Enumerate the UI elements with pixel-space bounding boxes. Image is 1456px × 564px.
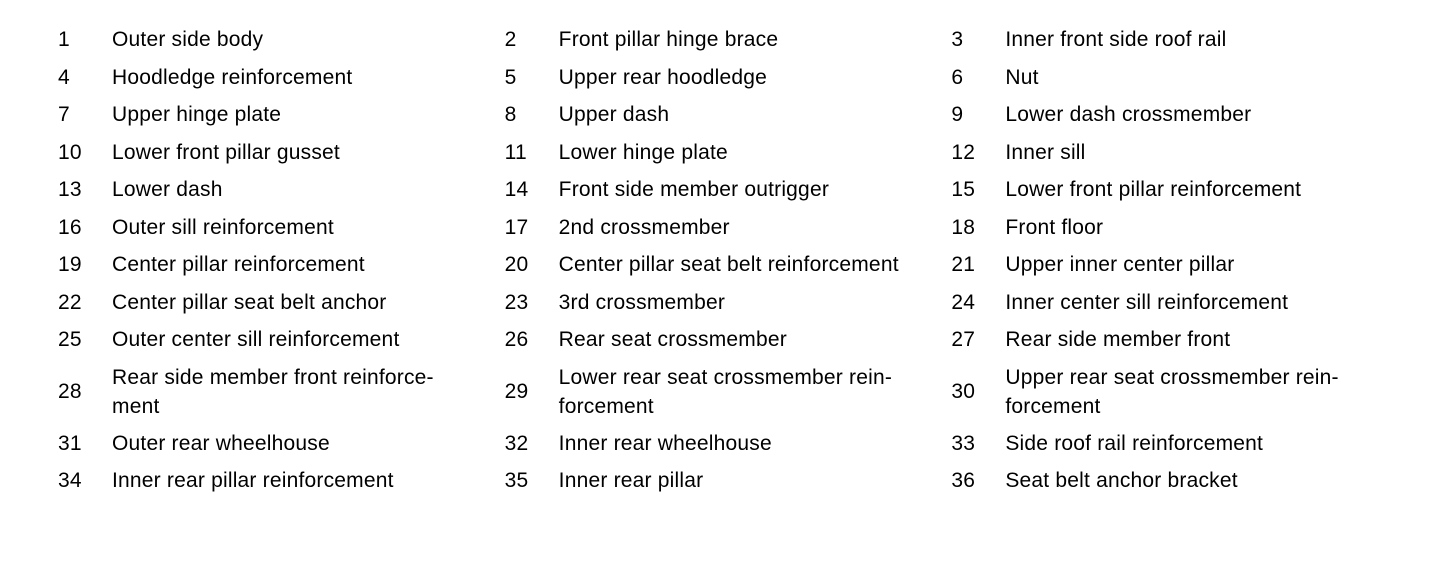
legend-row xyxy=(58,425,1398,463)
item-number: 29 xyxy=(504,380,529,403)
item-number: 24 xyxy=(951,290,976,314)
legend-item xyxy=(951,466,1398,495)
item-number: 33 xyxy=(951,431,976,455)
legend-row xyxy=(58,96,1398,134)
item-label: Outer center sill reinforcement xyxy=(112,328,400,352)
item-label: Outer rear wheelhouse xyxy=(112,431,330,455)
item-label: Side roof rail reinforcement xyxy=(1005,431,1264,455)
item-label: Front side member outrigger xyxy=(558,178,830,202)
item-number: 17 xyxy=(504,215,529,239)
item-label: Inner front side roof rail xyxy=(1005,28,1227,52)
item-number: 20 xyxy=(504,253,529,277)
legend-item xyxy=(951,175,1398,204)
legend-row xyxy=(58,246,1398,284)
item-number: 26 xyxy=(504,328,529,352)
legend-item xyxy=(58,250,505,279)
item-number: 27 xyxy=(951,328,976,352)
item-label: Outer side body xyxy=(112,28,264,52)
legend-item xyxy=(505,325,952,354)
item-label: Upper hinge plate xyxy=(112,103,282,127)
legend-item xyxy=(505,25,952,54)
item-label: Lower hinge plate xyxy=(558,140,728,164)
item-number: 23 xyxy=(504,290,529,314)
item-label: Center pillar seat belt anchor xyxy=(112,290,387,314)
item-label: Upper inner center pillar xyxy=(1005,253,1235,277)
legend-row xyxy=(58,359,1398,425)
item-number: 30 xyxy=(951,380,976,403)
item-label: Front floor xyxy=(1005,215,1104,239)
item-label: Upper dash xyxy=(558,103,670,127)
item-label: Seat belt anchor bracket xyxy=(1005,469,1238,493)
item-label: Front pillar hinge brace xyxy=(558,28,779,52)
legend-row xyxy=(58,134,1398,172)
item-number: 31 xyxy=(58,431,82,455)
item-number: 3 xyxy=(951,28,964,52)
item-number: 8 xyxy=(504,103,517,127)
item-number: 19 xyxy=(58,253,82,277)
legend-item xyxy=(58,175,505,204)
item-number: 22 xyxy=(58,290,82,314)
legend-item xyxy=(951,363,1398,421)
item-number: 4 xyxy=(58,65,70,89)
legend-row xyxy=(58,59,1398,97)
legend-item xyxy=(951,288,1398,317)
legend-item xyxy=(505,175,952,204)
item-label: Nut xyxy=(1005,65,1039,89)
item-number: 5 xyxy=(504,65,517,89)
item-label: Inner rear pillar reinforcement xyxy=(112,469,394,493)
item-label: Rear seat crossmember xyxy=(558,328,787,352)
legend-item xyxy=(951,138,1398,167)
item-number: 28 xyxy=(58,380,82,403)
item-label: Rear side member front xyxy=(1005,328,1231,352)
item-label: Inner sill xyxy=(1005,140,1086,164)
legend-item xyxy=(505,100,952,129)
item-number: 7 xyxy=(58,103,70,127)
item-label: Lower dash crossmember xyxy=(1005,103,1252,127)
item-number: 16 xyxy=(58,215,82,239)
item-label: 2nd crossmember xyxy=(558,215,730,239)
legend-item xyxy=(951,63,1398,92)
legend-item xyxy=(951,429,1398,458)
legend-row xyxy=(58,209,1398,247)
legend-item xyxy=(951,213,1398,242)
legend-item xyxy=(951,100,1398,129)
item-number: 35 xyxy=(504,469,529,493)
legend-row xyxy=(58,284,1398,322)
legend-item xyxy=(58,363,505,421)
legend-row xyxy=(58,321,1398,359)
legend-item xyxy=(58,25,505,54)
item-number: 13 xyxy=(58,178,82,202)
item-number: 36 xyxy=(951,469,976,493)
item-label: Upper rear hoodledge xyxy=(558,65,767,89)
item-label: Lower dash xyxy=(112,178,223,202)
item-label: Center pillar reinforcement xyxy=(112,253,365,277)
item-label: Inner rear wheelhouse xyxy=(558,431,772,455)
legend-item xyxy=(58,466,505,495)
legend-item xyxy=(58,63,505,92)
item-number: 21 xyxy=(951,253,976,277)
legend-item xyxy=(58,213,505,242)
legend-item xyxy=(505,288,952,317)
legend-item xyxy=(58,100,505,129)
item-label: 3rd crossmember xyxy=(558,290,726,314)
legend-item xyxy=(505,63,952,92)
item-number: 6 xyxy=(951,65,964,89)
item-number: 25 xyxy=(58,328,82,352)
parts-legend xyxy=(58,21,1398,500)
item-label: Lower rear seat crossmember rein- forcement xyxy=(558,365,893,418)
item-label: Lower front pillar reinforcement xyxy=(1005,178,1302,202)
legend-item xyxy=(505,250,952,279)
legend-item xyxy=(505,138,952,167)
item-number: 2 xyxy=(504,28,517,52)
legend-item xyxy=(505,466,952,495)
item-number: 18 xyxy=(951,215,976,239)
item-number: 11 xyxy=(504,140,527,164)
legend-row xyxy=(58,171,1398,209)
item-label: Inner rear pillar xyxy=(558,469,704,493)
item-number: 9 xyxy=(951,103,964,127)
legend-item xyxy=(505,429,952,458)
item-label: Hoodledge reinforcement xyxy=(112,65,353,89)
item-number: 32 xyxy=(504,431,529,455)
item-number: 1 xyxy=(58,28,70,52)
legend-item xyxy=(58,288,505,317)
item-label: Outer sill reinforcement xyxy=(112,215,334,239)
item-number: 34 xyxy=(58,469,82,493)
item-label: Inner center sill reinforcement xyxy=(1005,290,1289,314)
item-label: Upper rear seat crossmember rein- forcement xyxy=(1005,365,1339,418)
legend-row xyxy=(58,462,1398,500)
legend-item xyxy=(951,250,1398,279)
legend-item xyxy=(951,325,1398,354)
legend-item xyxy=(505,213,952,242)
item-label: Center pillar seat belt reinforcement xyxy=(558,253,899,277)
legend-item xyxy=(505,363,952,421)
legend-item xyxy=(951,25,1398,54)
item-number: 10 xyxy=(58,140,82,164)
item-label: Lower front pillar gusset xyxy=(112,140,340,164)
legend-item xyxy=(58,325,505,354)
item-number: 12 xyxy=(951,140,976,164)
legend-item xyxy=(58,429,505,458)
item-number: 15 xyxy=(951,178,976,202)
legend-item xyxy=(58,138,505,167)
item-number: 14 xyxy=(504,178,529,202)
item-label: Rear side member front reinforce- ment xyxy=(112,365,434,418)
legend-row xyxy=(58,21,1398,59)
